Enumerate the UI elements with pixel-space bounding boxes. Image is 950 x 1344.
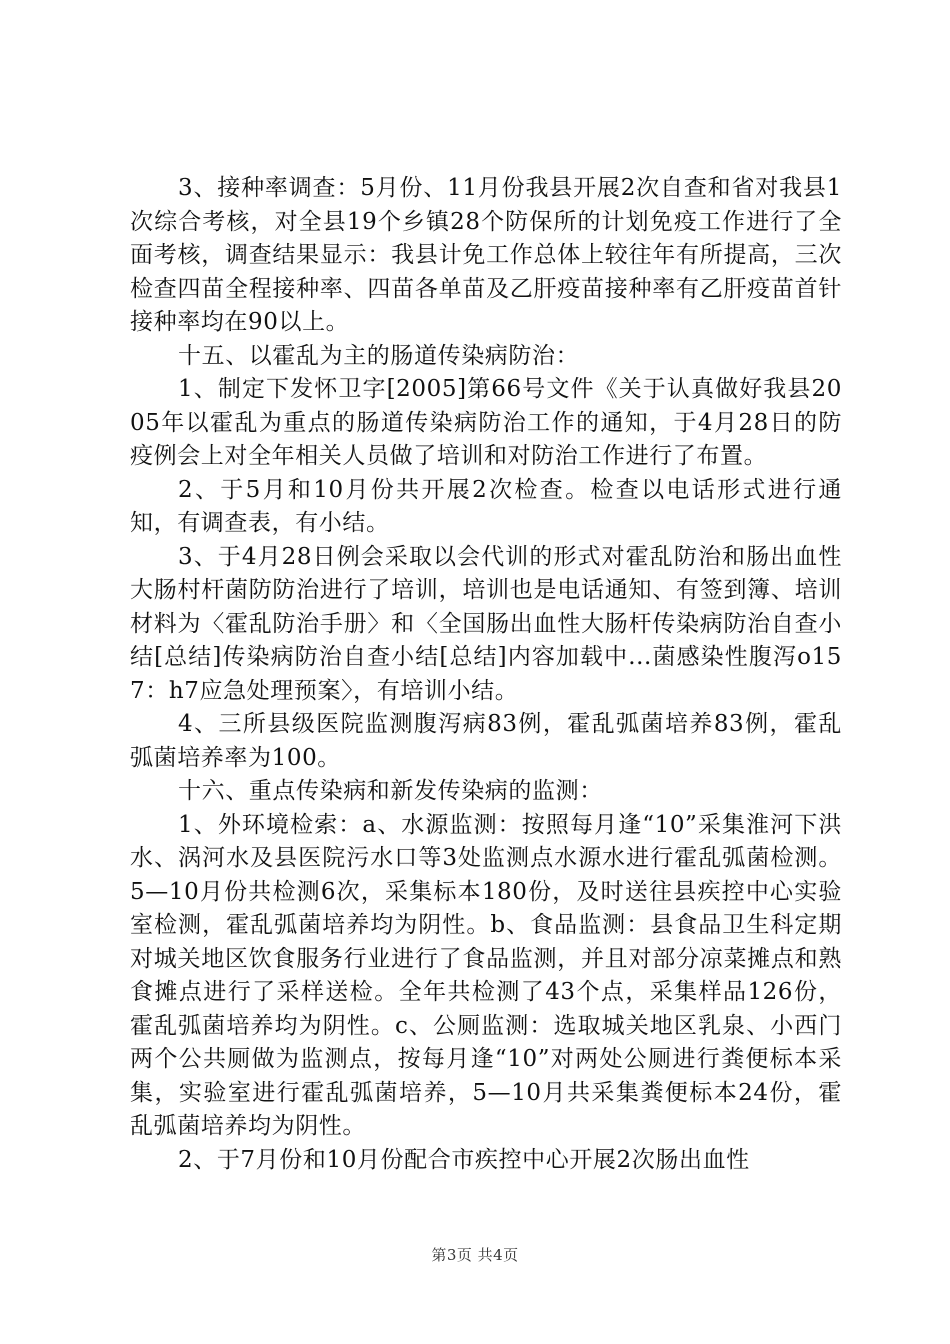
section-heading-15: 十五、以霍乱为主的肠道传染病防治： — [178, 342, 580, 369]
paragraph-inspections: 2、于5月和10月份共开展2次检查。检查以电话形式进行通知，有调查表，有小结。 — [130, 476, 842, 536]
document-body — [130, 172, 842, 1177]
paragraph-environment-monitoring: 1、外环境检索：a、水源监测：按照每月逢“10”采集淮河下洪水、涡河水及县医院污水口等3处监测点水源水进行霍乱弧菌检测。5—10月份共检测6次，采集标本180份，及时送往县疾控中心实验室检测，霍乱弧菌培养均为阴性。b、食品监测：县食品卫生科定期对城关地区饮食服务行业进行了食品监测，并且对部分凉菜摊点和熟食摊点进行了采样送检。全年共检测了43个点，采集样品126份，霍乱弧菌培养均为阴性。c、公厕监测：选取城关地区乳泉、小西门两个公共厕做为监测点，按每月逢“10”对两处公厕进行粪便标本采集，实验室进行霍乱弧菌培养，5—10月共采集粪便标本24份，霍乱弧菌培养均为阴性。 — [130, 811, 842, 1139]
paragraph-training: 3、于4月28日例会采取以会代训的形式对霍乱防治和肠出血性大肠村杆菌防防治进行了培训，培训也是电话通知、有签到簿、培训材料为〈霍乱防治手册〉和〈全国肠出血性大肠杆传染病防治自查小结[总结]传染病防治自查小结[总结]内容加载中...菌感染性腹泻o157：h7应急处理预案〉，有培训小结。 — [130, 543, 842, 704]
paragraph-cooperation: 2、于7月份和10月份配合市疾控中心开展2次肠出血性 — [178, 1146, 750, 1173]
paragraph-vaccination-survey: 3、接种率调查：5月份、11月份我县开展2次自查和省对我县1次综合考核，对全县19个乡镇28个防保所的计划免疫工作进行了全面考核，调查结果显示：我县计免工作总体上较往年有所提高，三次检查四苗全程接种率、四苗各单苗及乙肝疫苗接种率有乙肝疫苗首针接种率均在90以上。 — [130, 175, 842, 335]
page-number-footer: 第3页 共4页 — [431, 1246, 519, 1264]
paragraph-hospital-monitoring: 4、三所县级医院监测腹泻病83例，霍乱弧菌培养83例，霍乱弧菌培养率为100。 — [130, 711, 842, 771]
paragraph-document-issued: 1、制定下发怀卫字[2005]第66号文件《关于认真做好我县2005年以霍乱为重点的肠道传染病防治工作的通知，于4月28日的防疫例会上对全年相关人员做了培训和对防治工作进行了布置。 — [130, 376, 842, 469]
section-heading-16: 十六、重点传染病和新发传染病的监测： — [178, 778, 603, 804]
